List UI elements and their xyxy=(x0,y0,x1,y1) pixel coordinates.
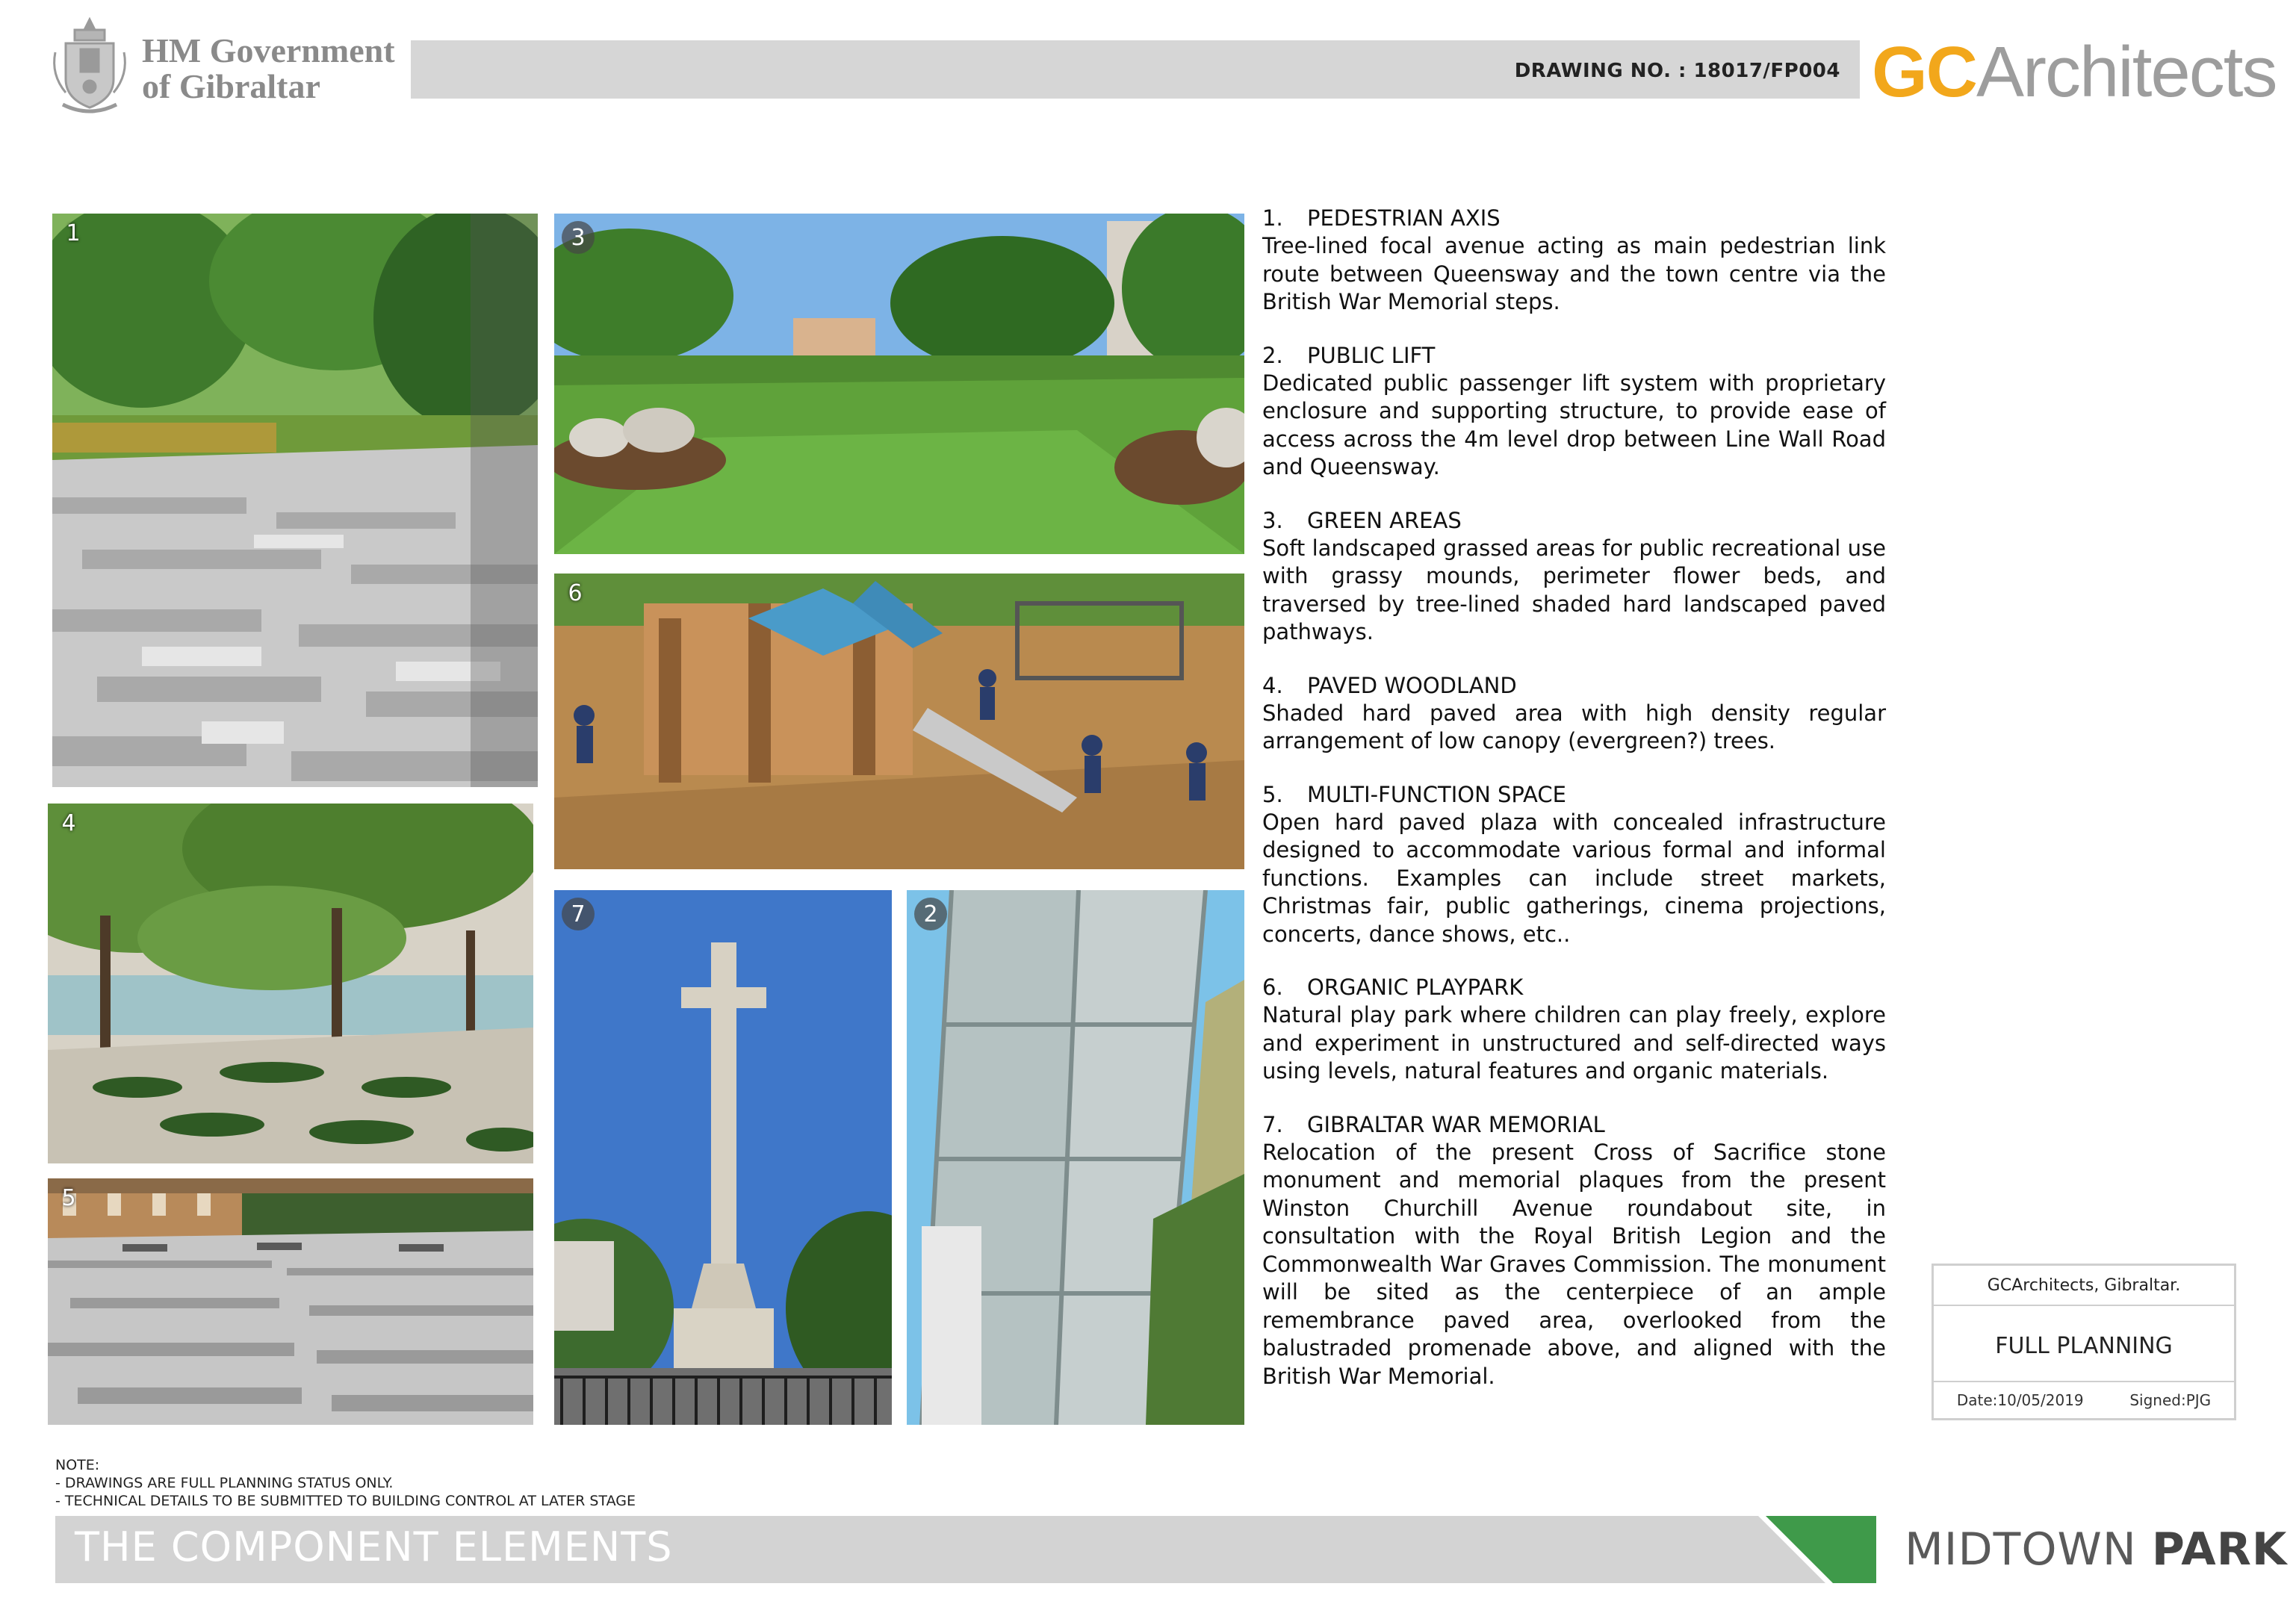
sheet-title: THE COMPONENT ELEMENTS xyxy=(75,1523,673,1570)
photo-number-badge: 4 xyxy=(61,809,76,836)
item-number: 2. xyxy=(1262,342,1283,368)
government-line-2: of Gibraltar xyxy=(142,67,320,105)
item-heading xyxy=(1262,672,1886,700)
item-title: PEDESTRIAN AXIS xyxy=(1307,205,1501,231)
item-title: PUBLIC LIFT xyxy=(1307,342,1436,368)
photo-war-memorial xyxy=(554,890,892,1425)
photo-number-badge: 1 xyxy=(66,220,81,246)
project-name-light: MIDTOWN xyxy=(1905,1523,2152,1576)
title-block-status: FULL PLANNING xyxy=(1995,1332,2173,1359)
item-body: Shaded hard paved area with high density regular arrangement of low canopy (evergreen?) trees. xyxy=(1262,700,1886,753)
item-number: 3. xyxy=(1262,507,1283,533)
title-block-date: Date:10/05/2019 xyxy=(1956,1391,2084,1409)
photo-pedestrian-axis xyxy=(52,214,538,787)
title-block-footer xyxy=(1934,1381,2234,1418)
logo-gc: GC xyxy=(1872,32,1976,112)
header-bar xyxy=(411,40,1860,99)
photo-public-lift xyxy=(907,890,1244,1425)
item-multi-function-space xyxy=(1262,781,1886,949)
notes-heading: NOTE: xyxy=(55,1457,100,1473)
item-heading xyxy=(1262,507,1886,535)
item-body: Dedicated public passenger lift system with proprietary enclosure and supporting structure, to provide ease of access across the 4m level drop between Line Wall Road and Queensway. xyxy=(1262,370,1886,479)
gcarchitects-logo xyxy=(1872,31,2276,114)
photo-multi-function-space xyxy=(48,1178,533,1425)
title-block-signed: Signed:PJG xyxy=(2129,1391,2212,1409)
item-title: MULTI-FUNCTION SPACE xyxy=(1307,781,1566,807)
photo-green-areas xyxy=(554,214,1244,554)
logo-architects: Architects xyxy=(1976,32,2277,112)
photo-organic-playpark xyxy=(554,574,1244,869)
item-title: GIBRALTAR WAR MEMORIAL xyxy=(1307,1111,1605,1137)
photo-number-badge: 2 xyxy=(914,898,947,930)
photo-number-badge: 6 xyxy=(568,579,583,606)
item-number: 7. xyxy=(1262,1111,1283,1137)
drawing-number: DRAWING NO. : 18017/FP004 xyxy=(1514,60,1840,82)
item-heading xyxy=(1262,205,1886,232)
item-heading xyxy=(1262,1111,1886,1139)
item-war-memorial xyxy=(1262,1111,1886,1391)
photo-number-badge: 7 xyxy=(562,898,595,930)
gibraltar-crest-logo xyxy=(48,15,131,119)
government-line-1: HM Government xyxy=(142,31,395,69)
project-name xyxy=(1905,1523,2287,1576)
drawing-title-block xyxy=(1932,1264,2236,1420)
item-green-areas xyxy=(1262,507,1886,647)
item-public-lift xyxy=(1262,342,1886,482)
project-name-bold: PARK xyxy=(2151,1523,2288,1576)
title-block-firm: GCArchitects, Gibraltar. xyxy=(1934,1266,2234,1306)
item-title: GREEN AREAS xyxy=(1307,507,1462,533)
item-body: Tree-lined focal avenue acting as main pedestrian link route between Queensway and the town centre via the British War Memorial steps. xyxy=(1262,233,1886,314)
government-title xyxy=(142,33,395,105)
item-heading xyxy=(1262,342,1886,370)
photo-number-badge: 3 xyxy=(562,221,595,254)
item-heading xyxy=(1262,781,1886,809)
item-pedestrian-axis xyxy=(1262,205,1886,317)
item-body: Soft landscaped grassed areas for public recreational use with grassy mounds, perimeter flower beds, and traversed by tree-lined shaded hard landscaped paved pathways. xyxy=(1262,535,1886,644)
item-title: PAVED WOODLAND xyxy=(1307,672,1517,698)
item-number: 6. xyxy=(1262,975,1283,1000)
photo-paved-woodland xyxy=(48,804,533,1163)
item-organic-playpark xyxy=(1262,974,1886,1086)
item-title: ORGANIC PLAYPARK xyxy=(1307,975,1524,1000)
photo-number-badge: 5 xyxy=(61,1184,76,1211)
notes-line: - DRAWINGS ARE FULL PLANNING STATUS ONLY. xyxy=(55,1475,394,1491)
item-number: 5. xyxy=(1262,781,1283,807)
item-body: Relocation of the present Cross of Sacrifice stone monument and memorial plaques from the present Winston Churchill Avenue roundabout site, in consultation with the Royal British Legion and the Commonwealth War Graves Commission. The monument will be sited as the centerpiece of an ample remembrance paved area, overlooked from the balustraded promenade above, and aligned with the British War Memorial. xyxy=(1262,1139,1886,1389)
item-body: Open hard paved plaza with concealed infrastructure designed to accommodate various formal and informal functions. Examples can include street markets, Christmas fair, public gatherings, cinema projections, concerts, dance shows, etc.. xyxy=(1262,809,1886,947)
item-number: 4. xyxy=(1262,672,1283,698)
component-descriptions xyxy=(1262,205,1886,1416)
item-paved-woodland xyxy=(1262,672,1886,756)
item-number: 1. xyxy=(1262,205,1283,231)
drawing-notes xyxy=(55,1456,636,1510)
item-heading xyxy=(1262,974,1886,1001)
notes-line: - TECHNICAL DETAILS TO BE SUBMITTED TO BUILDING CONTROL AT LATER STAGE xyxy=(55,1493,636,1509)
item-body: Natural play park where children can play freely, explore and experiment in unstructured and self-directed ways using levels, natural features and organic materials. xyxy=(1262,1002,1886,1084)
